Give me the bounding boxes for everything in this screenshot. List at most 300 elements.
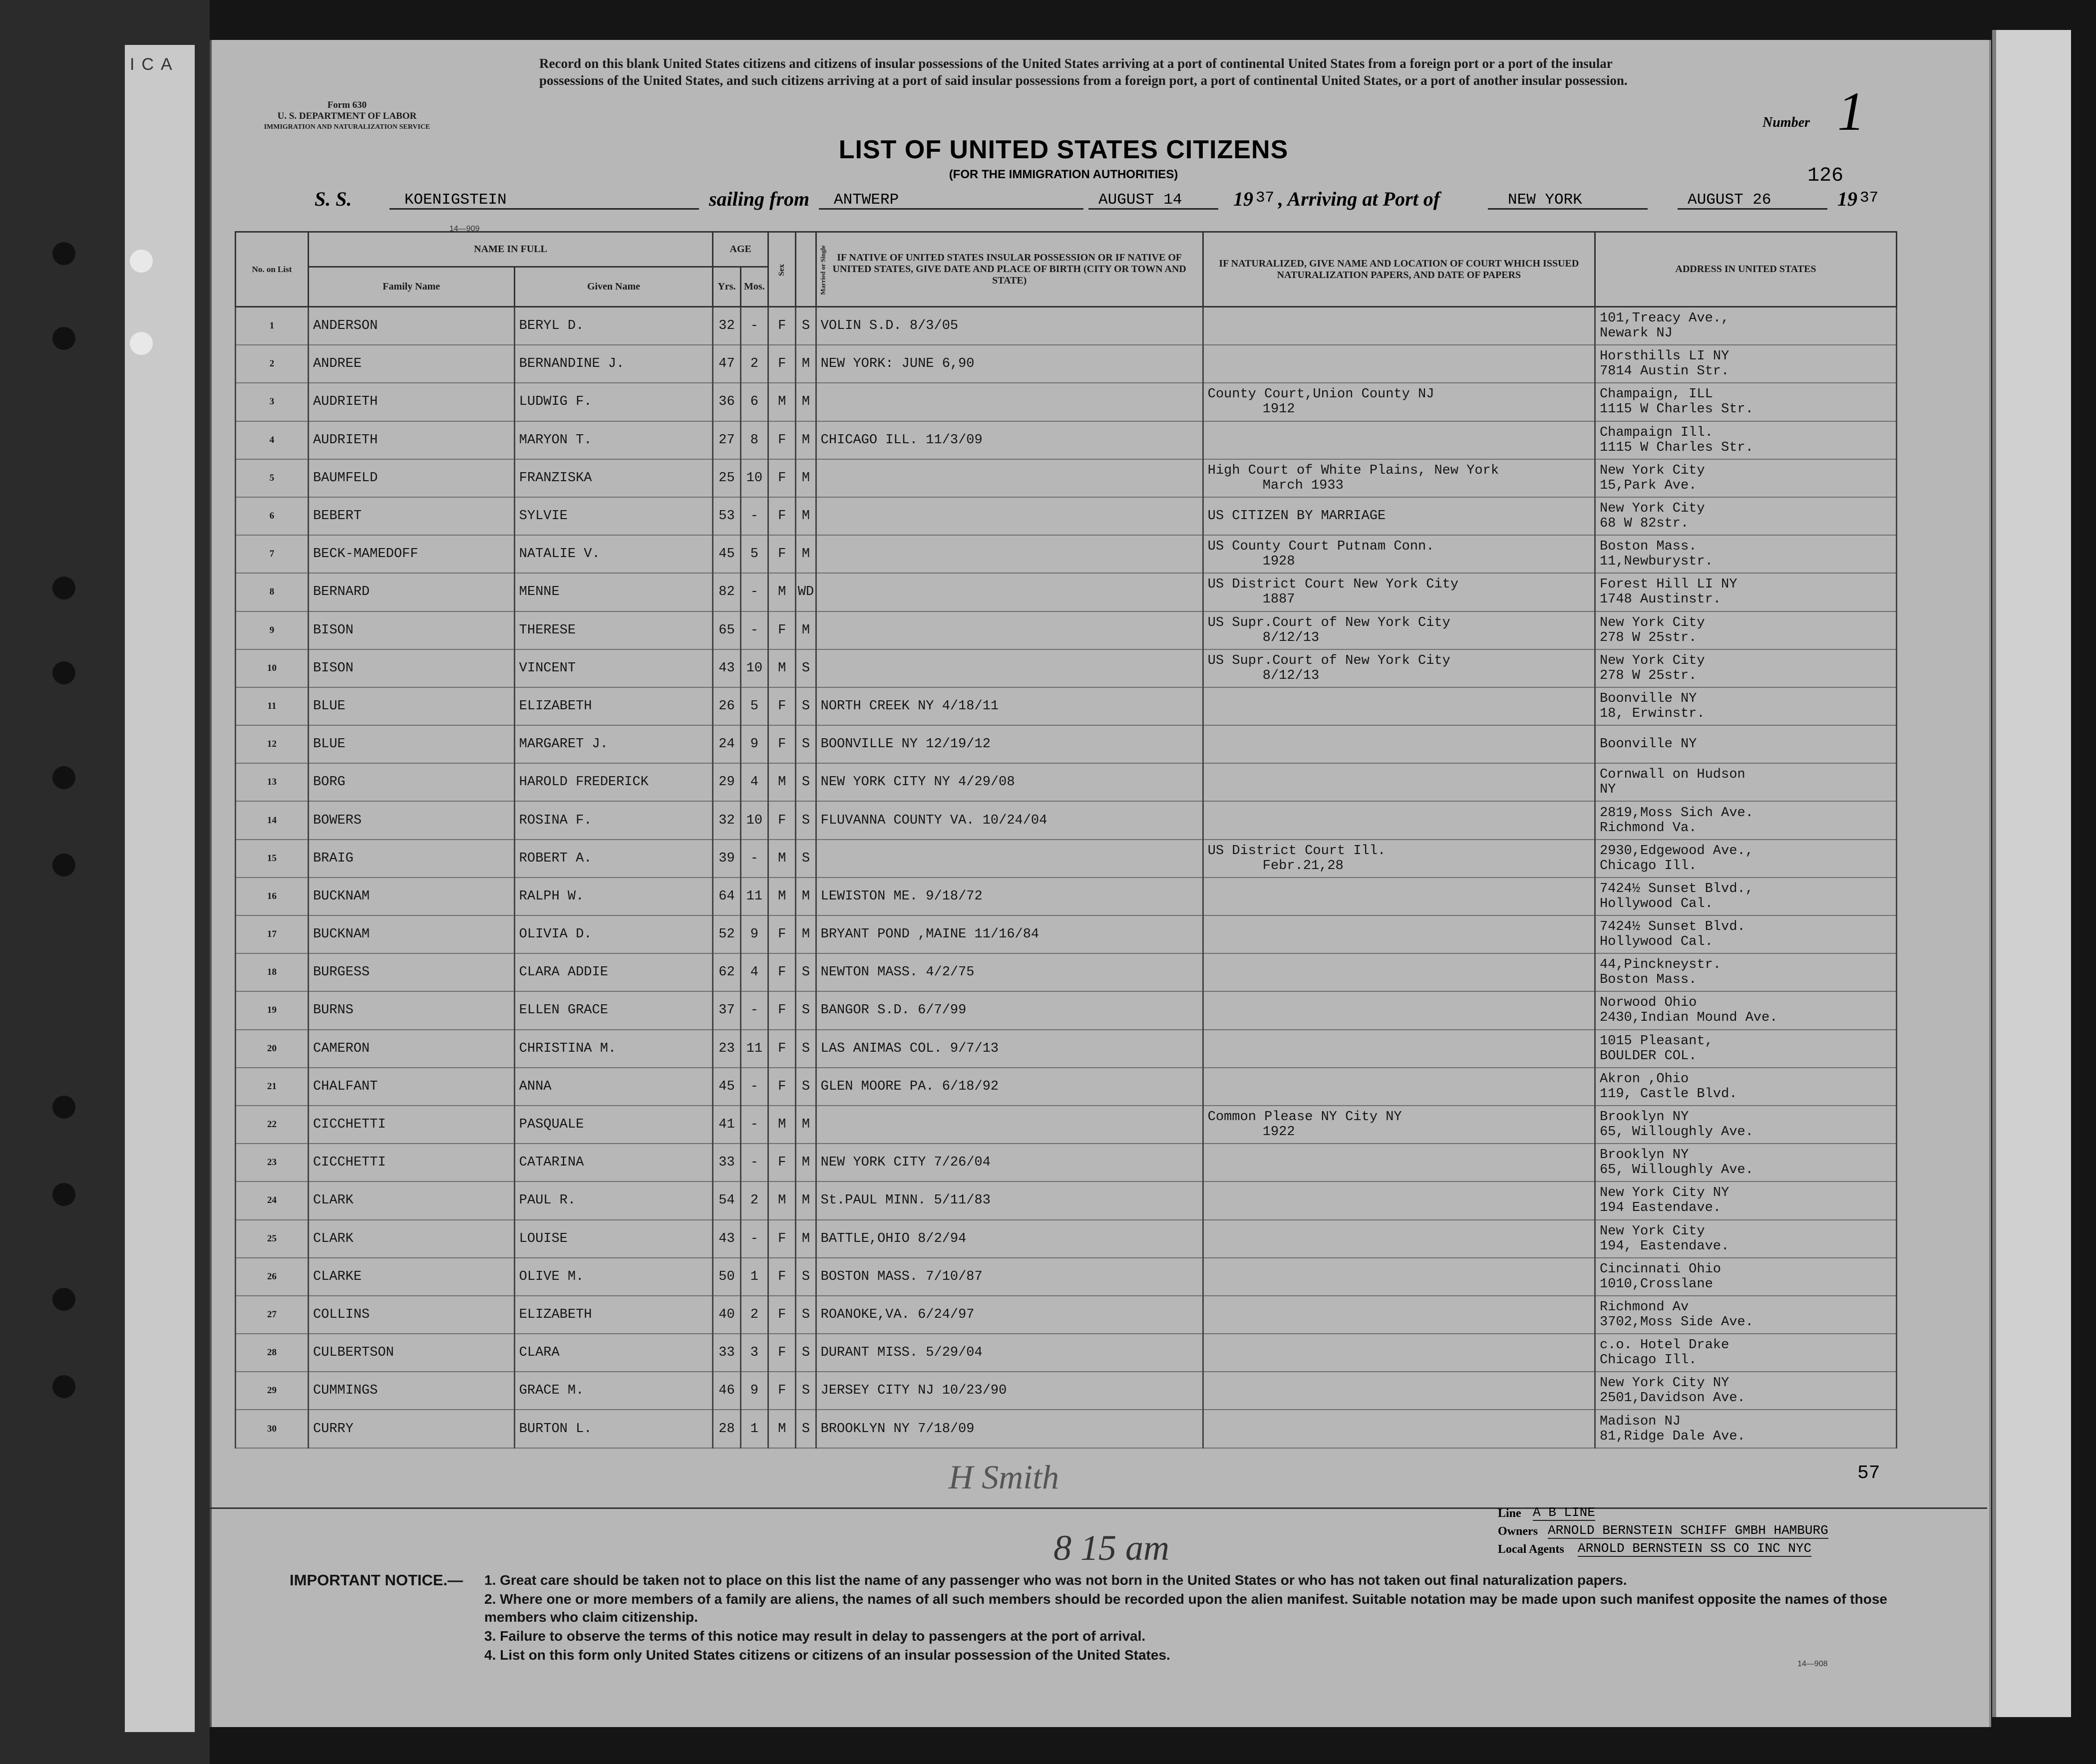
address-line-2: Boston Mass. [1599,972,1697,988]
birth-place-date-cell [816,840,1203,878]
family-name-cell: AUDRIETH [308,383,514,421]
marital-status-cell: M [796,497,816,535]
marital-status-cell: M [796,878,816,915]
time-note: 8 15 am [1053,1528,1169,1568]
address-line-2: Hollywood Cal. [1599,896,1713,911]
sex-cell: F [768,459,796,497]
age-years-cell: 54 [713,1181,740,1219]
sex-cell: F [768,687,796,725]
family-name-cell: BISON [308,611,514,649]
sex-cell: M [768,840,796,878]
no-on-list-header: No. on List [236,232,309,307]
table-row [236,1144,1897,1181]
marital-status-cell: S [796,1258,816,1296]
birth-place-date-cell: FLUVANNA COUNTY VA. 10/24/04 [816,801,1203,839]
address-cell [1595,991,1896,1029]
birth-place-date-cell: ROANOKE,VA. 6/24/97 [816,1296,1203,1334]
row-number-cell: 28 [236,1334,309,1372]
address-line-1: 1015 Pleasant, [1599,1033,1713,1049]
row-number-cell: 30 [236,1410,309,1448]
sex-cell: F [768,497,796,535]
given-name-cell: HAROLD FREDERICK [514,763,713,801]
port-underline [1488,208,1648,210]
address-cell [1595,345,1896,383]
age-months-cell: 1 [740,1258,768,1296]
table-row [236,687,1897,725]
naturalization-court-line-1: US District Court Ill. [1207,843,1386,859]
naturalization-court-line-1: US County Court Putnam Conn. [1207,539,1434,555]
naturalization-court-cell [1203,915,1595,953]
given-name-cell: BERNANDINE J. [514,345,713,383]
given-name-cell: CLARA ADDIE [514,953,713,991]
birth-place-date-cell [816,383,1203,421]
marital-status-cell: S [796,953,816,991]
departure-date: AUGUST 14 [1098,191,1182,209]
address-line-1: New York City NY [1599,1185,1730,1201]
number-label: Number [1762,115,1810,130]
marital-status-cell: M [796,459,816,497]
address-line-1: New York City [1599,615,1705,630]
age-years-cell: 43 [713,1220,740,1258]
age-months-cell: 2 [740,345,768,383]
age-years-cell: 33 [713,1144,740,1181]
family-name-cell: ANDREE [308,345,514,383]
naturalization-court-cell [1203,687,1595,725]
marital-status-cell: S [796,1296,816,1334]
age-months-cell: 4 [740,763,768,801]
address-cell [1595,801,1896,839]
total-mark: 57 [1857,1463,1880,1484]
row-number-cell: 2 [236,345,309,383]
departure-year-prefix: 19 [1233,188,1253,210]
age-months-cell: - [740,1220,768,1258]
address-cell [1595,1258,1896,1296]
address-line-2: 7814 Austin Str. [1599,364,1730,379]
age-years-cell: 32 [713,801,740,839]
family-name-cell: CLARKE [308,1258,514,1296]
row-number-cell: 17 [236,915,309,953]
birth-place-date-cell: DURANT MISS. 5/29/04 [816,1334,1203,1372]
address-cell [1595,1372,1896,1410]
given-name-cell: RALPH W. [514,878,713,915]
number-value: 1 [1837,81,1865,142]
birth-place-date-cell: NEW YORK CITY 7/26/04 [816,1144,1203,1181]
table-row [236,459,1897,497]
binder-hole [52,854,75,877]
ss-label: S. S. [315,188,352,210]
birth-place-date-cell: BROOKLYN NY 7/18/09 [816,1410,1203,1448]
birth-place-date-cell [816,611,1203,649]
address-cell [1595,383,1896,421]
given-name-cell: CATARINA [514,1144,713,1181]
address-line-2: 65, Willoughly Ave. [1599,1163,1753,1178]
birth-place-date-cell: BOSTON MASS. 7/10/87 [816,1258,1203,1296]
age-months-cell: - [740,840,768,878]
address-cell [1595,1296,1896,1334]
address-line-1: Boonville NY [1599,691,1697,706]
address-line-1: Norwood Ohio [1599,995,1697,1011]
mos-header: Mos. [740,267,768,307]
marital-status-cell: M [796,1106,816,1144]
address-line-1: Champaign Ill. [1599,425,1713,440]
sex-cell: M [768,763,796,801]
address-line-1: New York City [1599,501,1705,517]
address-line-2: 81,Ridge Dale Ave. [1599,1429,1746,1444]
age-years-cell: 64 [713,878,740,915]
naturalization-court-line-2: 8/12/13 [1262,668,1320,683]
given-name-cell: ELIZABETH [514,687,713,725]
age-years-cell: 40 [713,1296,740,1334]
voyage-line [260,187,1902,227]
married-single-header: Married or Single [796,232,816,307]
table-row [236,878,1897,915]
from-underline [819,208,1083,210]
table-row [236,497,1897,535]
age-years-cell: 82 [713,573,740,611]
family-name-cell: BAUMFELD [308,459,514,497]
age-months-cell: 9 [740,915,768,953]
address-line-2: Chicago Ill. [1599,1353,1697,1368]
marital-status-cell: S [796,1372,816,1410]
sex-cell: F [768,953,796,991]
age-years-cell: 28 [713,1410,740,1448]
marital-status-cell: S [796,801,816,839]
age-months-cell: 1 [740,1410,768,1448]
naturalization-court-cell [1203,840,1595,878]
age-years-cell: 45 [713,1068,740,1106]
address-cell [1595,840,1896,878]
family-name-cell: CULBERTSON [308,1334,514,1372]
arrival-year-prefix: 19 [1837,188,1857,210]
table-row [236,725,1897,763]
sex-cell: F [768,915,796,953]
marital-status-cell: S [796,1068,816,1106]
address-line-2: 1748 Austinstr. [1599,592,1721,607]
naturalization-court-cell [1203,459,1595,497]
given-name-cell: BERYL D. [514,307,713,345]
birth-place-date-cell: CHICAGO ILL. 11/3/09 [816,421,1203,459]
given-name-cell: PASQUALE [514,1106,713,1144]
marital-status-cell: S [796,1410,816,1448]
age-years-cell: 26 [713,687,740,725]
sex-cell: F [768,991,796,1029]
address-line-2: 18, Erwinstr. [1599,706,1705,721]
age-months-cell: - [740,611,768,649]
given-name-cell: ELIZABETH [514,1296,713,1334]
naturalization-court-line-2: 8/12/13 [1262,630,1320,645]
sex-cell: M [768,1181,796,1219]
family-name-cell: CHALFANT [308,1068,514,1106]
binder-hole [52,242,75,265]
age-years-cell: 53 [713,497,740,535]
naturalization-court-cell [1203,345,1595,383]
family-name-cell: BUCKNAM [308,915,514,953]
table-row [236,421,1897,459]
address-line-1: Forest Hill LI NY [1599,577,1738,592]
row-number-cell: 21 [236,1068,309,1106]
table-row [236,1334,1897,1372]
address-cell [1595,1220,1896,1258]
age-years-cell: 37 [713,991,740,1029]
table-row [236,573,1897,611]
naturalization-court-cell [1203,1334,1595,1372]
age-months-cell: 2 [740,1181,768,1219]
name-in-full-header: NAME IN FULL [308,232,712,267]
naturalization-court-line-1: High Court of White Plains, New York [1207,463,1499,478]
naturalization-court-cell [1203,1296,1595,1334]
given-name-cell: ROBERT A. [514,840,713,878]
sex-header: Sex [768,232,796,307]
address-cell [1595,1181,1896,1219]
age-years-cell: 36 [713,383,740,421]
given-name-cell: ELLEN GRACE [514,991,713,1029]
sex-cell: M [768,1106,796,1144]
table-row [236,991,1897,1029]
marital-status-cell: M [796,915,816,953]
marital-status-cell: M [796,383,816,421]
address-line-1: 101,Treacy Ave., [1599,311,1730,326]
row-number-cell: 16 [236,878,309,915]
address-line-1: Akron ,Ohio [1599,1071,1689,1087]
printer-code: 14—909 [449,225,480,233]
age-months-cell: 10 [740,801,768,839]
sex-cell: F [768,345,796,383]
naturalization-court-cell [1203,1068,1595,1106]
birth-place-date-cell [816,535,1203,573]
sex-cell: F [768,1068,796,1106]
age-years-cell: 62 [713,953,740,991]
naturalization-court-cell [1203,611,1595,649]
age-months-cell: - [740,991,768,1029]
naturalization-court-line-1: County Court,Union County NJ [1207,387,1434,402]
owners-label: Owners [1498,1525,1538,1538]
row-number-cell: 10 [236,649,309,687]
binder-hole [52,327,75,350]
binder-hole [52,1096,75,1119]
row-number-cell: 3 [236,383,309,421]
sex-cell: M [768,573,796,611]
yrs-header: Yrs. [713,267,740,307]
age-years-cell: 43 [713,649,740,687]
row-number-cell: 5 [236,459,309,497]
address-line-2: 3702,Moss Side Ave. [1599,1314,1753,1330]
row-number-cell: 6 [236,497,309,535]
address-line-1: Madison NJ [1599,1414,1681,1429]
address-cell [1595,611,1896,649]
address-cell [1595,725,1896,763]
naturalization-court-cell [1203,497,1595,535]
next-sheet-edge [1992,30,2071,1717]
marital-status-cell: S [796,1334,816,1372]
table-row [236,953,1897,991]
sex-cell: M [768,878,796,915]
given-name-cell: LUDWIG F. [514,383,713,421]
binder-hole [130,250,153,273]
family-name-cell: COLLINS [308,1296,514,1334]
table-row [236,1296,1897,1334]
table-row [236,1220,1897,1258]
marital-status-cell: M [796,1220,816,1258]
marital-status-cell: S [796,763,816,801]
sex-cell: F [768,801,796,839]
address-cell [1595,535,1896,573]
binder-hole [52,661,75,684]
sex-cell: F [768,1144,796,1181]
naturalization-court-cell [1203,991,1595,1029]
arrival-port: NEW YORK [1508,191,1582,209]
row-number-cell: 8 [236,573,309,611]
table-row [236,1258,1897,1296]
address-line-1: Brooklyn NY [1599,1148,1689,1163]
table-row [236,1181,1897,1219]
naturalization-court-line-1: US Supr.Court of New York City [1207,653,1450,668]
naturalization-court-line-2: 1922 [1262,1125,1295,1140]
given-name-cell: OLIVIA D. [514,915,713,953]
notice-heading: IMPORTANT NOTICE.— [290,1571,463,1589]
sex-cell: M [768,1410,796,1448]
naturalization-court-line-2: 1912 [1262,402,1295,417]
naturalization-court-line-1: US CITIZEN BY MARRIAGE [1207,509,1386,524]
row-number-cell: 15 [236,840,309,878]
naturalization-court-cell [1203,421,1595,459]
row-number-cell: 24 [236,1181,309,1219]
address-cell [1595,421,1896,459]
address-line-2: 68 W 82str. [1599,516,1689,532]
birth-place-date-cell [816,1106,1203,1144]
address-cell [1595,649,1896,687]
passenger-table [235,231,1897,1449]
address-cell [1595,1410,1896,1448]
address-line-1: Cincinnati Ohio [1599,1261,1721,1277]
given-name-cell: CHRISTINA M. [514,1030,713,1068]
family-name-cell: ANDERSON [308,307,514,345]
table-row [236,1372,1897,1410]
line-row [1498,1505,1937,1523]
address-line-2: 11,Newburystr. [1599,554,1713,570]
marital-status-cell: S [796,991,816,1029]
given-name-cell: LOUISE [514,1220,713,1258]
row-number-cell: 29 [236,1372,309,1410]
arriving-label: , Arriving at Port of [1278,188,1440,210]
given-name-cell: OLIVE M. [514,1258,713,1296]
line-label: Line [1498,1507,1521,1520]
agents-row [1498,1541,1937,1559]
marital-status-cell: S [796,307,816,345]
table-row [236,1106,1897,1144]
family-name-cell: CURRY [308,1410,514,1448]
given-name-cell: MARYON T. [514,421,713,459]
naturalization-court-cell [1203,1144,1595,1181]
birth-place-date-cell: BRYANT POND ,MAINE 11/16/84 [816,915,1203,953]
address-line-1: Boston Mass. [1599,539,1697,555]
given-name-cell: VINCENT [514,649,713,687]
age-months-cell: - [740,1144,768,1181]
department-name: U. S. DEPARTMENT OF LABOR [277,111,417,121]
family-name-cell: BRAIG [308,840,514,878]
sex-cell: F [768,1296,796,1334]
age-years-cell: 47 [713,345,740,383]
departure-year: 37 [1256,189,1275,207]
printer-code: 14—908 [1797,1660,1828,1668]
address-cell [1595,878,1896,915]
naturalization-court-cell [1203,535,1595,573]
given-name-cell: CLARA [514,1334,713,1372]
marital-status-cell: M [796,535,816,573]
sex-cell: F [768,1220,796,1258]
table-row [236,763,1897,801]
birth-place-date-cell: VOLIN S.D. 8/3/05 [816,307,1203,345]
address-line-2: Hollywood Cal. [1599,934,1713,950]
address-line-1: 2819,Moss Sich Ave. [1599,805,1753,821]
address-line-2: BOULDER COL. [1599,1048,1697,1064]
age-years-cell: 33 [713,1334,740,1372]
binder-hole [52,1375,75,1398]
arrival-year: 37 [1860,189,1879,207]
row-number-cell: 26 [236,1258,309,1296]
address-line-1: New York City [1599,463,1705,478]
family-name-cell: BECK-MAMEDOFF [308,535,514,573]
address-line-2: 65, Willoughly Ave. [1599,1125,1753,1140]
table-row [236,1068,1897,1106]
marital-status-cell: M [796,345,816,383]
naturalization-court-cell [1203,307,1595,345]
row-number-cell: 13 [236,763,309,801]
agents-value: ARNOLD BERNSTEIN SS CO INC NYC [1578,1541,1812,1556]
family-name-cell: BUCKNAM [308,878,514,915]
given-name-cell: PAUL R. [514,1181,713,1219]
given-name-cell: NATALIE V. [514,535,713,573]
row-number-cell: 27 [236,1296,309,1334]
age-years-cell: 27 [713,421,740,459]
family-name-cell: BEBERT [308,497,514,535]
address-cell [1595,915,1896,953]
family-name-cell: CAMERON [308,1030,514,1068]
address-line-1: Boonville NY [1599,737,1697,752]
table-row [236,345,1897,383]
table-row [236,840,1897,878]
age-months-cell: 2 [740,1296,768,1334]
naturalization-court-cell [1203,763,1595,801]
sex-cell: F [768,307,796,345]
sex-cell: F [768,725,796,763]
naturalization-court-cell [1203,801,1595,839]
address-line-2: 194 Eastendave. [1599,1200,1721,1216]
birth-place-date-cell [816,573,1203,611]
line-value: A B LINE [1533,1505,1595,1520]
age-months-cell: 10 [740,459,768,497]
marital-status-cell: WD [796,573,816,611]
sex-cell: F [768,535,796,573]
naturalization-court-line-2: Febr.21,28 [1262,858,1344,874]
marital-status-cell: M [796,421,816,459]
age-months-cell: 11 [740,878,768,915]
address-cell [1595,307,1896,345]
owners-row [1498,1523,1937,1541]
family-name-cell: CLARK [308,1220,514,1258]
owners-block [1498,1505,1937,1559]
binder-hole [52,1183,75,1206]
address-line-2: 278 W 25str. [1599,630,1697,645]
previous-sheet-edge [125,45,195,1732]
address-line-1: New York City [1599,1223,1705,1239]
naturalization-court-cell [1203,383,1595,421]
address-line-2: 2430,Indian Mound Ave. [1599,1010,1778,1026]
given-name-cell: GRACE M. [514,1372,713,1410]
birth-place-date-cell: GLEN MOORE PA. 6/18/92 [816,1068,1203,1106]
marital-status-cell: M [796,1181,816,1219]
birth-place-date-cell: NEWTON MASS. 4/2/75 [816,953,1203,991]
naturalization-court-cell [1203,725,1595,763]
